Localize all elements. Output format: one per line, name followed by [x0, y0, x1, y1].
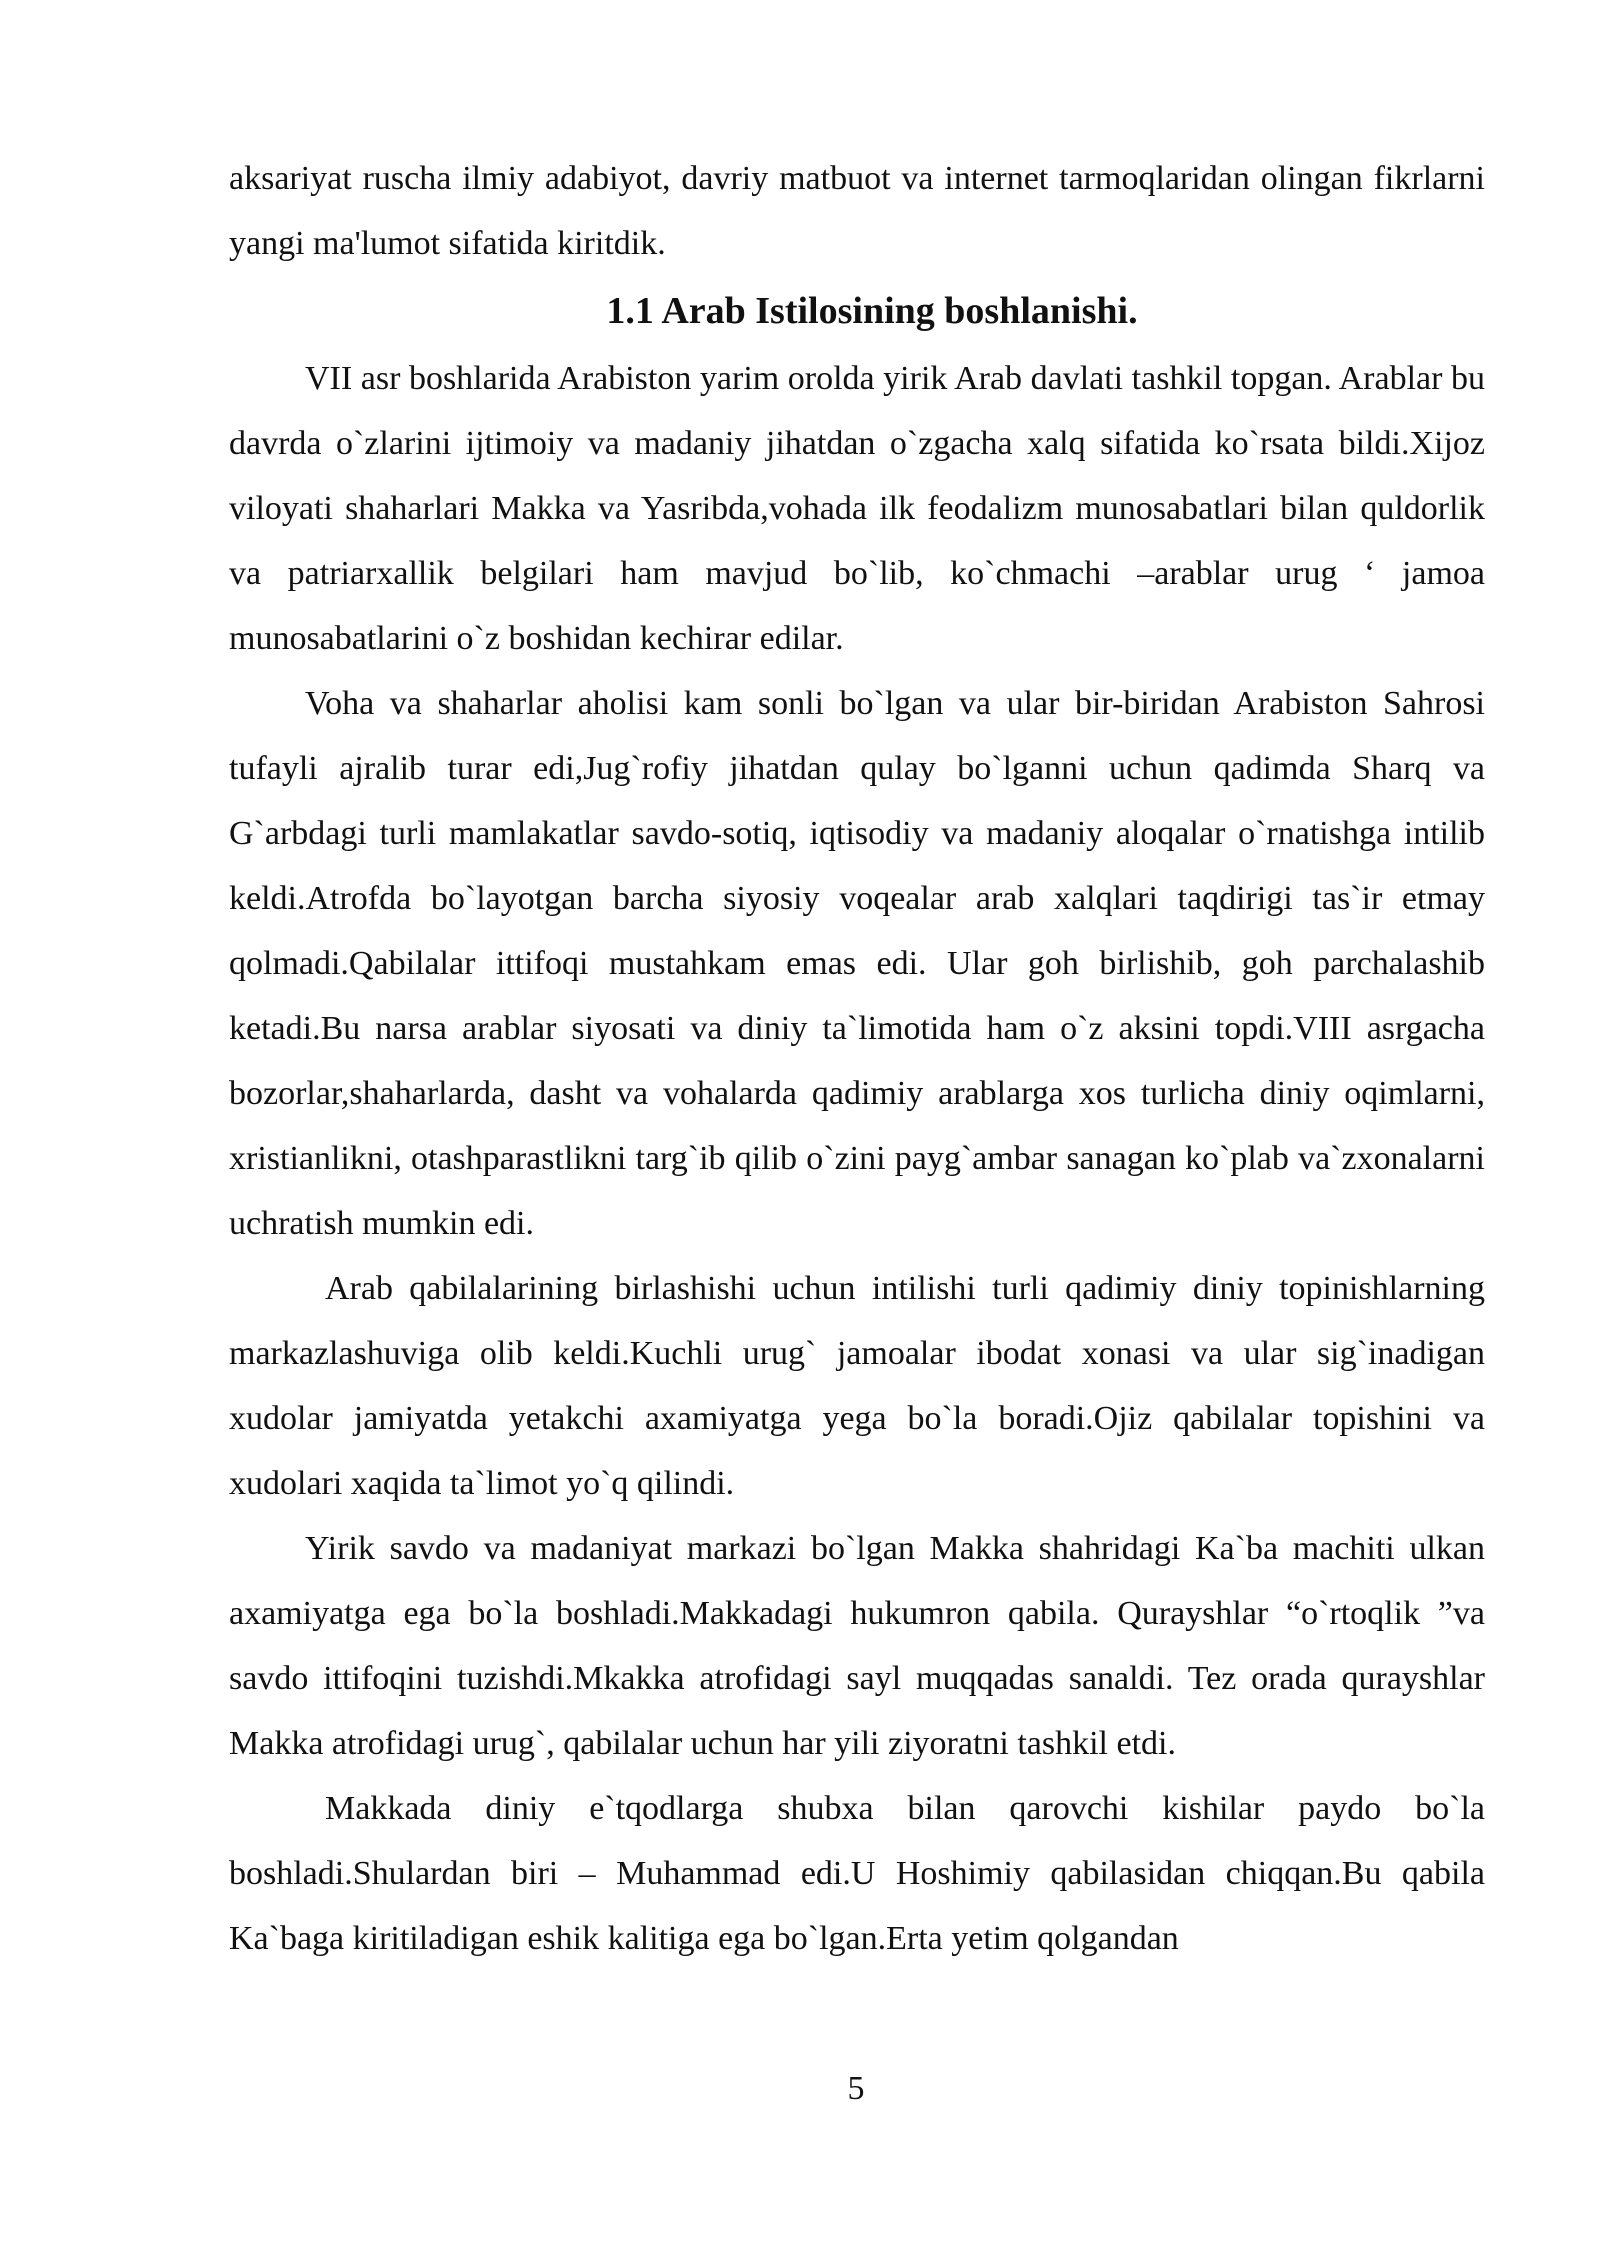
paragraph-1: VII asr boshlarida Arabiston yarim orolda yirik Arab davlati tashkil topgan. Arablar bu davrda o`zlarini ijtimoiy va madaniy jihatdan o`zgacha xalq sifatida ko`rsata bildi.Xijoz viloyati shaharlari Makka va Yasribda,vohada ilk feodalizm munosabatlari bilan quldorlik va patriarxallik belgilari ham mavjud bo`lib, ko`chmachi –arablar urug ‘ jamoa munosabatlarini o`z boshidan kechirar edilar.: [229, 360, 1485, 657]
intro-paragraph: aksariyat ruscha ilmiy adabiyot, davriy matbuot va internet tarmoqlaridan olingan fikrlarni yangi ma'lumot sifatida kiritdik.: [229, 160, 1485, 262]
paragraph-3: Arab qabilalarining birlashishi uchun intilishi turli qadimiy diniy topinishlarning markazlashuviga olib keldi.Kuchli urug` jamoalar ibodat xonasi va ular sig`inadigan xudolar jamiyatda yetakchi axamiyatga yega bo`la boradi.Ojiz qabilalar topishini va xudolari xaqida ta`limot yo`q qilindi.: [229, 1270, 1485, 1502]
document-page: [229, 146, 1485, 1971]
page-number: 5: [847, 2070, 865, 2107]
paragraph-5: Makkada diniy e`tqodlarga shubxa bilan qarovchi kishilar paydo bo`la boshladi.Shulardan biri – Muhammad edi.U Hoshimiy qabilasidan chiqqan.Bu qabila Ka`baga kiritiladigan eshik kalitiga ega bo`lgan.Erta yetim qolgandan: [229, 1790, 1485, 1957]
paragraph-2: Voha va shaharlar aholisi kam sonli bo`lgan va ular bir-biridan Arabiston Sahrosi tufayli ajralib turar edi,Jug`rofiy jihatdan qulay bo`lganni uchun qadimda Sharq va G`arbdagi turli mamlakatlar savdo-sotiq, iqtisodiy va madaniy aloqalar o`rnatishga intilib keldi.Atrofda bo`layotgan barcha siyosiy voqealar arab xalqlari taqdirigi tas`ir etmay qolmadi.Qabilalar ittifoqi mustahkam emas edi. Ular goh birlishib, goh parchalashib ketadi.Bu narsa arablar siyosati va diniy ta`limotida ham o`z aksini topdi.VIII asrgacha bozorlar,shaharlarda, dasht va vohalarda qadimiy arablarga xos turlicha diniy oqimlarni, xristianlikni, otashparastlikni targ`ib qilib o`zini payg`ambar sanagan ko`plab va`zxonalarni uchratish mumkin edi.: [229, 685, 1485, 1242]
section-heading: 1.1 Arab Istilosining boshlanishi.: [606, 290, 1138, 332]
paragraph-4: Yirik savdo va madaniyat markazi bo`lgan Makka shahridagi Ka`ba machiti ulkan axamiyatga ega bo`la boshladi.Makkadagi hukumron qabila. Qurayshlar “o`rtoqlik ”va savdo ittifoqini tuzishdi.Mkakka atrofidagi sayl muqqadas sanaldi. Tez orada qurayshlar Makka atrofidagi urug`, qabilalar uchun har yili ziyoratni tashkil etdi.: [229, 1530, 1485, 1762]
